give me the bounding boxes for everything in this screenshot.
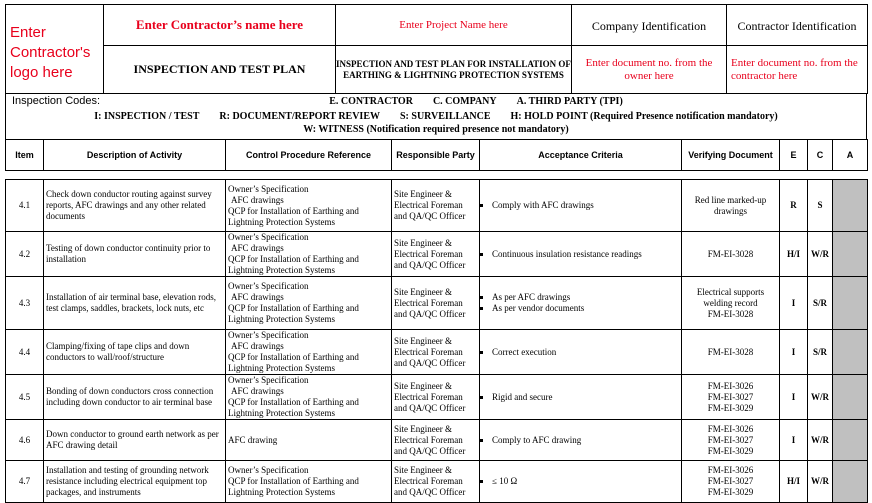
criteria-list: [480, 200, 681, 211]
itp-table: [5, 139, 868, 503]
activity-description: Installation of air terminal base, elevation rods, test clamps, saddles, brackets, lock nuts, etc: [44, 277, 226, 330]
type-code: S: SURVEILLANCE: [400, 111, 491, 122]
criteria-item: ▪ Continuous insulation resistance readings: [492, 249, 681, 260]
column-header-procedure: Control Procedure Reference: [226, 140, 392, 171]
document-header: [5, 4, 868, 94]
plan-title: INSPECTION AND TEST PLAN: [104, 46, 336, 94]
document-line: FM-EI-3026: [707, 380, 754, 391]
verifying-document: [682, 420, 780, 461]
procedure-reference: [226, 232, 392, 277]
party-line: Site Engineer &: [394, 380, 452, 391]
party-line: and QA/QC Officer: [394, 487, 466, 497]
criteria-list: [480, 476, 681, 487]
party-code: C. COMPANY: [432, 96, 497, 107]
contractor-logo-placeholder[interactable]: Enter Contractor's logo here: [6, 5, 104, 94]
code-third-party[interactable]: [833, 180, 868, 232]
acceptance-criteria: [480, 375, 682, 420]
procedure-line: Owner’s Specification: [228, 465, 309, 475]
party-line: and QA/QC Officer: [394, 445, 466, 456]
column-header-description: Description of Activity: [44, 140, 226, 171]
type-code: H: HOLD POINT (Required Presence notification mandatory): [510, 111, 778, 122]
party-line: Electrical Foreman: [394, 434, 463, 445]
item-number: 4.2: [6, 232, 44, 277]
criteria-item: ▪ Comply with AFC drawings: [492, 200, 681, 211]
criteria-list: [480, 392, 681, 403]
header-gap: [6, 171, 868, 180]
inspection-codes-label: Inspection Codes:: [12, 95, 101, 107]
contractor-name-field[interactable]: Enter Contractor’s name here: [104, 5, 336, 46]
code-third-party[interactable]: [833, 375, 868, 420]
responsible-party: [392, 461, 480, 503]
verifying-document: [682, 375, 780, 420]
document-line: FM-EI-3026: [707, 423, 754, 434]
acceptance-criteria: [480, 330, 682, 375]
procedure-line: AFC drawings: [231, 292, 284, 302]
criteria-list: [480, 292, 681, 314]
acceptance-criteria: [480, 232, 682, 277]
code-third-party[interactable]: [833, 330, 868, 375]
code-company: W/R: [808, 461, 833, 503]
criteria-item: ▪ Correct execution: [492, 347, 681, 358]
party-code: E. CONTRACTOR: [329, 96, 413, 107]
criteria-item: ▪ Comply to AFC drawing: [492, 435, 681, 446]
procedure-reference: [226, 420, 392, 461]
verifying-document: [682, 232, 780, 277]
procedure-line: AFC drawings: [231, 243, 284, 253]
code-contractor: I: [780, 330, 808, 375]
criteria-list: [480, 435, 681, 446]
document-line: FM-EI-3029: [707, 487, 754, 497]
document-line: Red line marked-up drawings: [694, 194, 767, 216]
document-line: FM-EI-3027: [707, 476, 754, 486]
procedure-line: AFC drawing: [228, 434, 278, 445]
party-line: Site Engineer &: [394, 335, 452, 346]
code-contractor: I: [780, 420, 808, 461]
party-line: Electrical Foreman: [394, 248, 463, 259]
document-line: FM-EI-3029: [707, 402, 754, 413]
acceptance-criteria: [480, 180, 682, 232]
item-number: 4.7: [6, 461, 44, 503]
table-row: [6, 232, 868, 277]
activity-description: Testing of down conductor continuity prior to installation: [44, 232, 226, 277]
item-number: 4.3: [6, 277, 44, 330]
inspection-codes-legend: [5, 94, 867, 139]
party-line: Site Engineer &: [394, 423, 452, 434]
party-line: Electrical Foreman: [394, 346, 463, 357]
code-company: W/R: [808, 232, 833, 277]
party-line: Electrical Foreman: [394, 297, 463, 308]
party-line: Electrical Foreman: [394, 200, 463, 210]
document-line: FM-EI-3028: [707, 346, 754, 357]
responsible-party: [392, 232, 480, 277]
procedure-line: AFC drawings: [231, 386, 284, 396]
procedure-line: AFC drawings: [231, 194, 284, 205]
party-line: Site Engineer &: [394, 286, 452, 297]
procedure-line: QCP for Installation of Earthing and Lightning Protection Systems: [228, 352, 359, 373]
acceptance-criteria: [480, 461, 682, 503]
procedure-line: QCP for Installation of Earthing and Lightning Protection Systems: [228, 254, 359, 275]
procedure-line: QCP for Installation of Earthing and Lightning Protection Systems: [228, 303, 359, 324]
procedure-line: Owner’s Specification: [228, 183, 309, 194]
criteria-item: ▪ As per vendor documents: [492, 303, 681, 314]
procedure-reference: [226, 330, 392, 375]
activity-description: Installation and testing of grounding network resistance including electrical equipment top packages, and instruments: [44, 461, 226, 503]
responsible-party: [392, 180, 480, 232]
table-row: [6, 277, 868, 330]
document-line: FM-EI-3028: [707, 308, 754, 319]
table-header-row: [6, 140, 868, 171]
document-line: FM-EI-3027: [707, 391, 754, 402]
activity-description: Clamping/fixing of tape clips and down conductors to wall/roof/structure: [44, 330, 226, 375]
procedure-line: Owner’s Specification: [228, 375, 309, 385]
verifying-document: [682, 180, 780, 232]
code-company: W/R: [808, 375, 833, 420]
company-identification-label: Company Identification: [572, 5, 727, 46]
code-third-party[interactable]: [833, 420, 868, 461]
party-line: and QA/QC Officer: [394, 357, 466, 368]
code-contractor: H/I: [780, 232, 808, 277]
procedure-line: QCP for Installation of Earthing and Lightning Protection Systems: [228, 397, 359, 418]
column-header-party: Responsible Party: [392, 140, 480, 171]
column-header-a: A: [833, 140, 868, 171]
document-line: Electrical supports welding record: [696, 286, 765, 308]
criteria-list: [480, 347, 681, 358]
activity-description: Down conductor to ground earth network as per AFC drawing detail: [44, 420, 226, 461]
responsible-party: [392, 420, 480, 461]
verifying-document: [682, 330, 780, 375]
itp-sheet: [5, 4, 867, 496]
column-header-e: E: [780, 140, 808, 171]
item-number: 4.5: [6, 375, 44, 420]
party-line: Electrical Foreman: [394, 476, 463, 486]
procedure-line: QCP for Installation of Earthing and Lightning Protection Systems: [228, 205, 359, 227]
responsible-party: [392, 330, 480, 375]
verifying-document: [682, 277, 780, 330]
verifying-document: [682, 461, 780, 503]
witness-code: W: WITNESS (Notification required presence not mandatory): [303, 124, 569, 135]
procedure-reference: [226, 180, 392, 232]
procedure-reference: [226, 277, 392, 330]
criteria-item: ▪ As per AFC drawings: [492, 292, 681, 303]
procedure-line: QCP for Installation of Earthing and Lightning Protection Systems: [228, 476, 359, 497]
party-line: Site Engineer &: [394, 237, 452, 248]
code-company: W/R: [808, 420, 833, 461]
acceptance-criteria: [480, 420, 682, 461]
type-code: R: DOCUMENT/REPORT REVIEW: [219, 111, 380, 122]
contractor-identification-label: Contractor Identification: [727, 5, 868, 46]
responsible-party: [392, 277, 480, 330]
document-line: FM-EI-3028: [707, 248, 754, 259]
procedure-line: Owner’s Specification: [228, 232, 309, 242]
criteria-item: ▪ Rigid and secure: [492, 392, 681, 403]
party-line: and QA/QC Officer: [394, 402, 466, 413]
procedure-reference: [226, 461, 392, 503]
type-code: I: INSPECTION / TEST: [94, 111, 200, 122]
document-line: FM-EI-3027: [707, 434, 754, 445]
activity-description: Check down conductor routing against survey reports, AFC drawings and any other related documents: [44, 180, 226, 232]
party-line: and QA/QC Officer: [394, 259, 466, 270]
item-number: 4.1: [6, 180, 44, 232]
code-company: S/R: [808, 330, 833, 375]
plan-subtitle: INSPECTION AND TEST PLAN FOR INSTALLATION OF EARTHING & LIGHTNING PROTECTION SYSTEMS: [336, 46, 572, 94]
party-line: and QA/QC Officer: [394, 308, 466, 319]
document-line: FM-EI-3026: [707, 465, 754, 475]
table-row: [6, 375, 868, 420]
code-third-party[interactable]: [833, 277, 868, 330]
item-number: 4.6: [6, 420, 44, 461]
code-contractor: H/I: [780, 461, 808, 503]
code-third-party[interactable]: [833, 461, 868, 503]
project-name-field[interactable]: Enter Project Name here: [336, 5, 572, 46]
party-line: Site Engineer &: [394, 465, 452, 475]
party-line: and QA/QC Officer: [394, 211, 466, 221]
procedure-reference: [226, 375, 392, 420]
party-line: Site Engineer &: [394, 189, 452, 199]
procedure-line: AFC drawings: [231, 341, 284, 351]
criteria-list: [480, 249, 681, 260]
column-header-document: Verifying Document: [682, 140, 780, 171]
table-row: [6, 180, 868, 232]
column-header-c: C: [808, 140, 833, 171]
table-row: [6, 461, 868, 503]
code-contractor: I: [780, 375, 808, 420]
inspection-type-codes: [6, 111, 866, 122]
column-header-criteria: Acceptance Criteria: [480, 140, 682, 171]
table-row: [6, 330, 868, 375]
acceptance-criteria: [480, 277, 682, 330]
party-codes: [6, 96, 872, 107]
document-line: FM-EI-3029: [707, 445, 754, 456]
code-third-party[interactable]: [833, 232, 868, 277]
responsible-party: [392, 375, 480, 420]
procedure-line: Owner’s Specification: [228, 330, 309, 340]
contractor-document-number-field[interactable]: Enter document no. from the contractor here: [727, 46, 868, 94]
code-contractor: R: [780, 180, 808, 232]
table-row: [6, 420, 868, 461]
criteria-item: ▪ ≤ 10 Ω: [492, 476, 681, 487]
column-header-item: Item: [6, 140, 44, 171]
party-code: A. THIRD PARTY (TPI): [516, 96, 623, 107]
party-line: Electrical Foreman: [394, 391, 463, 402]
code-company: S/R: [808, 277, 833, 330]
code-company: S: [808, 180, 833, 232]
company-document-number-field[interactable]: Enter document no. from the owner here: [572, 46, 727, 94]
activity-description: Bonding of down conductors cross connection including down conductor to air terminal base: [44, 375, 226, 420]
procedure-line: Owner’s Specification: [228, 281, 309, 291]
code-contractor: I: [780, 277, 808, 330]
item-number: 4.4: [6, 330, 44, 375]
